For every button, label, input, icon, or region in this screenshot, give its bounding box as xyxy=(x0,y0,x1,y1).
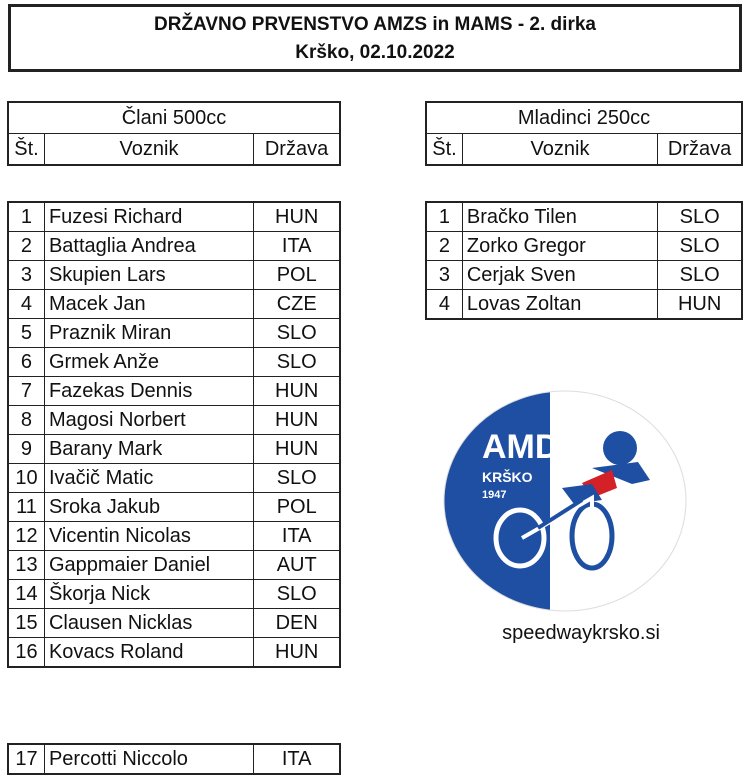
mladinci-rider-country: HUN xyxy=(658,290,742,319)
clani-rider-name: Vicentin Nicolas xyxy=(44,522,253,551)
clani-rider-name: Skupien Lars xyxy=(44,261,253,290)
clani-col-no: Št. xyxy=(9,134,45,165)
clani-rider-no: 10 xyxy=(9,464,45,493)
clani-rider-country: ITA xyxy=(254,232,340,261)
clani-rider-name: Praznik Miran xyxy=(44,319,253,348)
clani-rider-no: 7 xyxy=(9,377,45,406)
mladinci-rider-no: 1 xyxy=(427,203,463,232)
table-row xyxy=(427,261,742,290)
clani-rider-country: HUN xyxy=(254,435,340,464)
clani-rider-country: SLO xyxy=(254,464,340,493)
clani-rider-no: 14 xyxy=(9,580,45,609)
mladinci-rider-country: SLO xyxy=(658,203,742,232)
table-row xyxy=(427,290,742,319)
clani-rider-country: CZE xyxy=(254,290,340,319)
clani-reserve-table xyxy=(8,744,340,774)
event-date-location: Krško, 02.10.2022 xyxy=(295,42,455,63)
mladinci-col-no: Št. xyxy=(427,134,463,165)
clani-rider-name: Battaglia Andrea xyxy=(44,232,253,261)
clani-rider-name: Fuzesi Richard xyxy=(44,203,253,232)
mladinci-col-rider: Voznik xyxy=(462,134,657,165)
table-row xyxy=(9,435,340,464)
clani-rider-no: 2 xyxy=(9,232,45,261)
clani-rider-name: Grmek Anže xyxy=(44,348,253,377)
reserve-country: ITA xyxy=(254,745,340,774)
clani-rider-name: Ivačič Matic xyxy=(44,464,253,493)
logo-blue-half xyxy=(442,388,550,614)
mladinci-rider-name: Zorko Gregor xyxy=(462,232,657,261)
clani-rider-no: 8 xyxy=(9,406,45,435)
clani-rider-no: 15 xyxy=(9,609,45,638)
table-row xyxy=(9,551,340,580)
table-row xyxy=(9,464,340,493)
clani-rider-country: HUN xyxy=(254,638,340,667)
table-row xyxy=(427,203,742,232)
table-row xyxy=(9,290,340,319)
table-row xyxy=(9,232,340,261)
mladinci-rider-country: SLO xyxy=(658,261,742,290)
mladinci-rider-no: 4 xyxy=(427,290,463,319)
clani-rider-country: POL xyxy=(254,493,340,522)
website-link[interactable]: speedwaykrsko.si xyxy=(502,622,660,644)
clani-col-country: Država xyxy=(254,134,340,165)
clani-rider-country: ITA xyxy=(254,522,340,551)
table-row xyxy=(9,580,340,609)
clani-rider-no: 6 xyxy=(9,348,45,377)
clani-rider-name: Fazekas Dennis xyxy=(44,377,253,406)
table-row xyxy=(9,319,340,348)
mladinci-header-table xyxy=(426,102,742,165)
clani-rider-country: AUT xyxy=(254,551,340,580)
clani-rider-no: 12 xyxy=(9,522,45,551)
clani-rider-country: DEN xyxy=(254,609,340,638)
clani-rider-country: HUN xyxy=(254,406,340,435)
clani-header-table xyxy=(8,102,340,165)
mladinci-rider-name: Bračko Tilen xyxy=(462,203,657,232)
table-row xyxy=(9,261,340,290)
table-row xyxy=(9,348,340,377)
clani-rider-name: Škorja Nick xyxy=(44,580,253,609)
table-row xyxy=(9,203,340,232)
clani-rider-country: SLO xyxy=(254,319,340,348)
mladinci-col-country: Država xyxy=(658,134,742,165)
clani-rider-country: SLO xyxy=(254,348,340,377)
mladinci-rider-name: Lovas Zoltan xyxy=(462,290,657,319)
clani-rider-name: Macek Jan xyxy=(44,290,253,319)
mladinci-category-title: Mladinci 250cc xyxy=(427,103,742,134)
clani-rider-country: HUN xyxy=(254,203,340,232)
clani-rider-country: POL xyxy=(254,261,340,290)
clani-rider-name: Magosi Norbert xyxy=(44,406,253,435)
clani-rider-country: HUN xyxy=(254,377,340,406)
clani-rider-name: Barany Mark xyxy=(44,435,253,464)
mladinci-riders-table xyxy=(426,202,742,319)
clani-rider-name: Kovacs Roland xyxy=(44,638,253,667)
reserve-rider: Percotti Niccolo xyxy=(44,745,253,774)
table-row xyxy=(9,745,340,774)
table-row xyxy=(9,638,340,667)
table-row xyxy=(9,522,340,551)
clani-rider-no: 1 xyxy=(9,203,45,232)
mladinci-rider-no: 3 xyxy=(427,261,463,290)
clani-rider-country: SLO xyxy=(254,580,340,609)
table-row xyxy=(427,232,742,261)
logo-amd-text: AMD xyxy=(482,428,560,466)
clani-rider-no: 13 xyxy=(9,551,45,580)
clani-rider-name: Gappmaier Daniel xyxy=(44,551,253,580)
logo-city-text: KRŠKO xyxy=(482,469,533,485)
mladinci-rider-no: 2 xyxy=(427,232,463,261)
clani-rider-name: Clausen Nicklas xyxy=(44,609,253,638)
clani-rider-no: 11 xyxy=(9,493,45,522)
event-title-box xyxy=(8,4,742,72)
clani-rider-name: Sroka Jakub xyxy=(44,493,253,522)
event-title: DRŽAVNO PRVENSTVO AMZS in MAMS - 2. dirka xyxy=(154,14,596,35)
mladinci-rider-name: Cerjak Sven xyxy=(462,261,657,290)
amd-krsko-logo xyxy=(442,388,688,614)
clani-rider-no: 3 xyxy=(9,261,45,290)
clani-rider-no: 4 xyxy=(9,290,45,319)
reserve-no: 17 xyxy=(9,745,45,774)
mladinci-rider-country: SLO xyxy=(658,232,742,261)
table-row xyxy=(9,406,340,435)
clani-rider-no: 16 xyxy=(9,638,45,667)
table-row xyxy=(9,493,340,522)
table-row xyxy=(9,377,340,406)
clani-category-title: Člani 500cc xyxy=(9,103,340,134)
clani-rider-no: 5 xyxy=(9,319,45,348)
clani-col-rider: Voznik xyxy=(44,134,253,165)
clani-rider-no: 9 xyxy=(9,435,45,464)
table-row xyxy=(9,609,340,638)
logo-year-text: 1947 xyxy=(482,489,507,501)
clani-riders-table xyxy=(8,202,340,667)
